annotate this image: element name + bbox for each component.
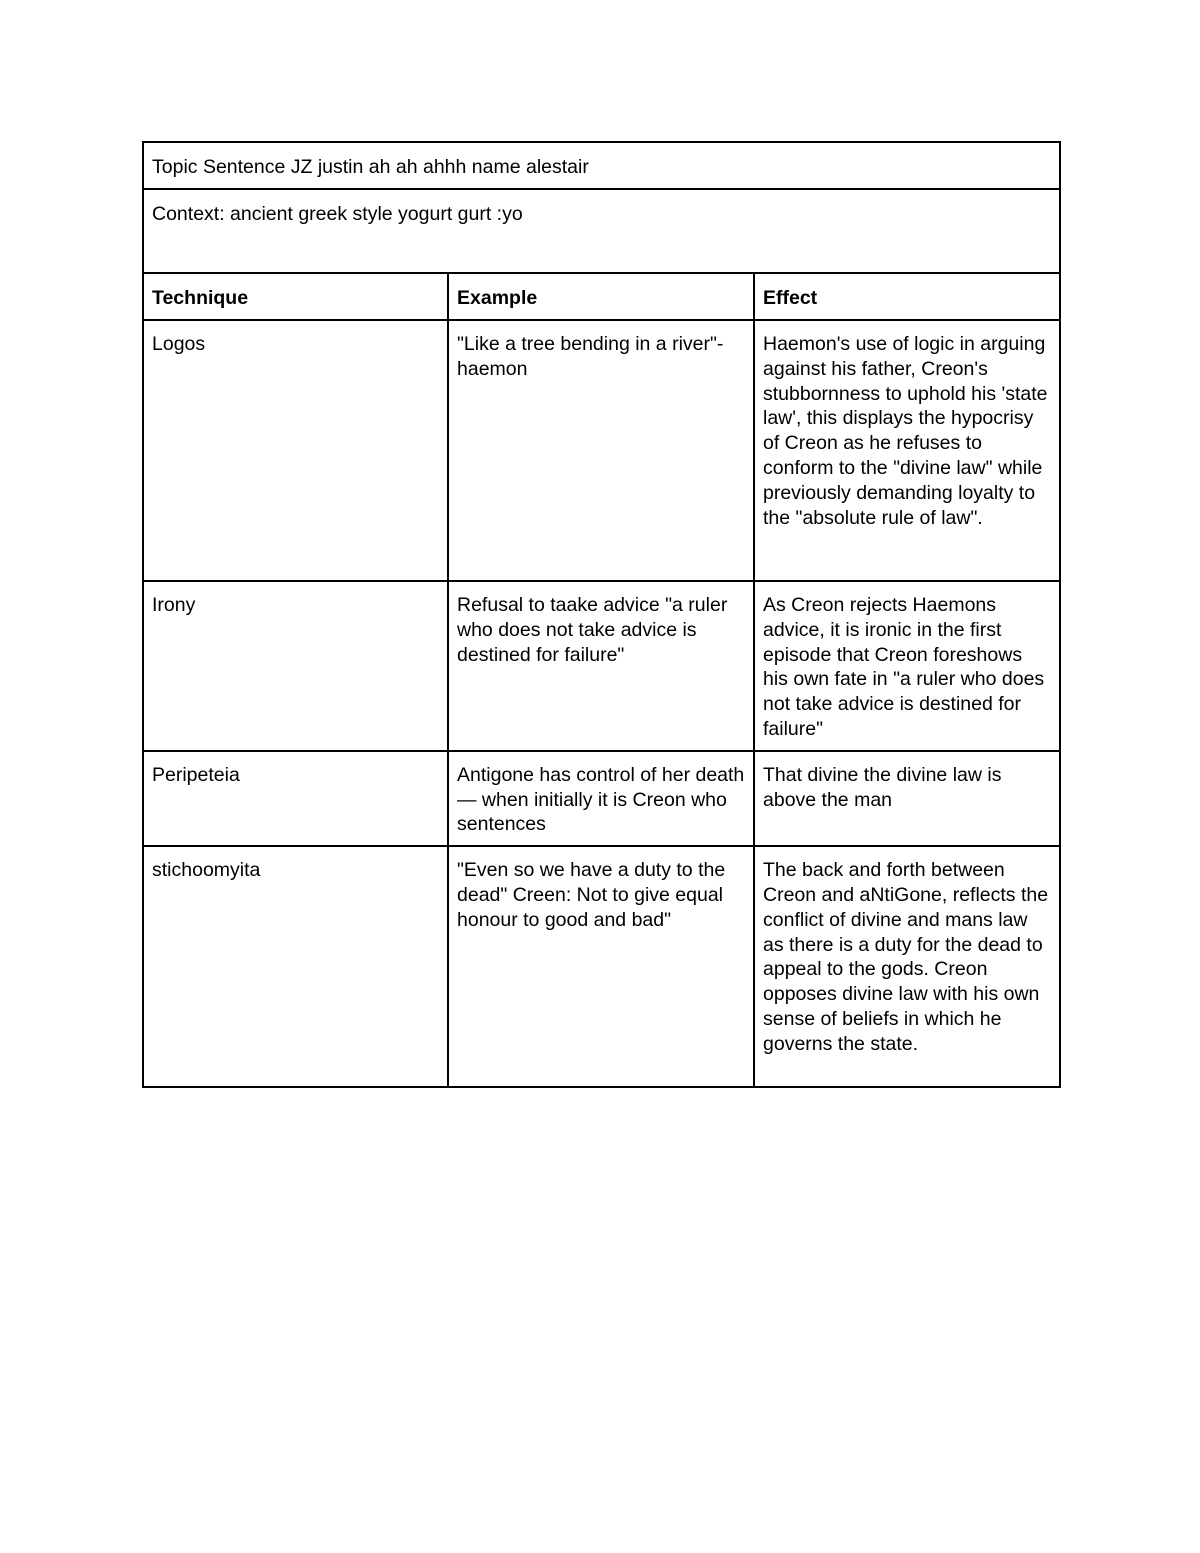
technique-cell: Irony — [143, 581, 448, 751]
example-cell: "Even so we have a duty to the dead" Creen: Not to give equal honour to good and bad" — [448, 846, 754, 1087]
example-cell: "Like a tree bending in a river"- haemon — [448, 320, 754, 581]
table-row — [143, 581, 1060, 751]
technique-cell: Peripeteia — [143, 751, 448, 846]
topic-sentence-row — [143, 142, 1060, 189]
analysis-table — [142, 141, 1061, 1088]
topic-sentence-cell — [143, 142, 1060, 189]
header-technique: Technique — [143, 273, 448, 320]
context-row — [143, 189, 1060, 273]
context-cell — [143, 189, 1060, 273]
effect-cell: Haemon's use of logic in arguing against his father, Creon's stubbornness to uphold his 'state law', this displays the hypocrisy of Creon as he refuses to conform to the "divine law" while previously demanding loyalty to the "absolute rule of law". — [754, 320, 1060, 581]
context-text: Context: ancient greek style yogurt gurt :yo — [152, 203, 523, 225]
example-cell: Antigone has control of her death— when initially it is Creon who sentences — [448, 751, 754, 846]
effect-cell: As Creon rejects Haemons advice, it is ironic in the first episode that Creon foreshows his own fate in "a ruler who does not take advice is destined for failure" — [754, 581, 1060, 751]
table-row — [143, 751, 1060, 846]
technique-cell: stichoomyita — [143, 846, 448, 1087]
header-example: Example — [448, 273, 754, 320]
topic-sentence-text: Topic Sentence JZ justin ah ah ahhh name alestair — [152, 156, 589, 178]
table-row — [143, 320, 1060, 581]
header-effect: Effect — [754, 273, 1060, 320]
technique-cell: Logos — [143, 320, 448, 581]
table-header-row — [143, 273, 1060, 320]
effect-cell: The back and forth between Creon and aNtiGone, reflects the conflict of divine and mans law as there is a duty for the dead to appeal to the gods. Creon opposes divine law with his own sense of beliefs in which he governs the state. — [754, 846, 1060, 1087]
table-row — [143, 846, 1060, 1087]
example-cell: Refusal to taake advice "a ruler who does not take advice is destined for failure" — [448, 581, 754, 751]
effect-cell: That divine the divine law is above the man — [754, 751, 1060, 846]
